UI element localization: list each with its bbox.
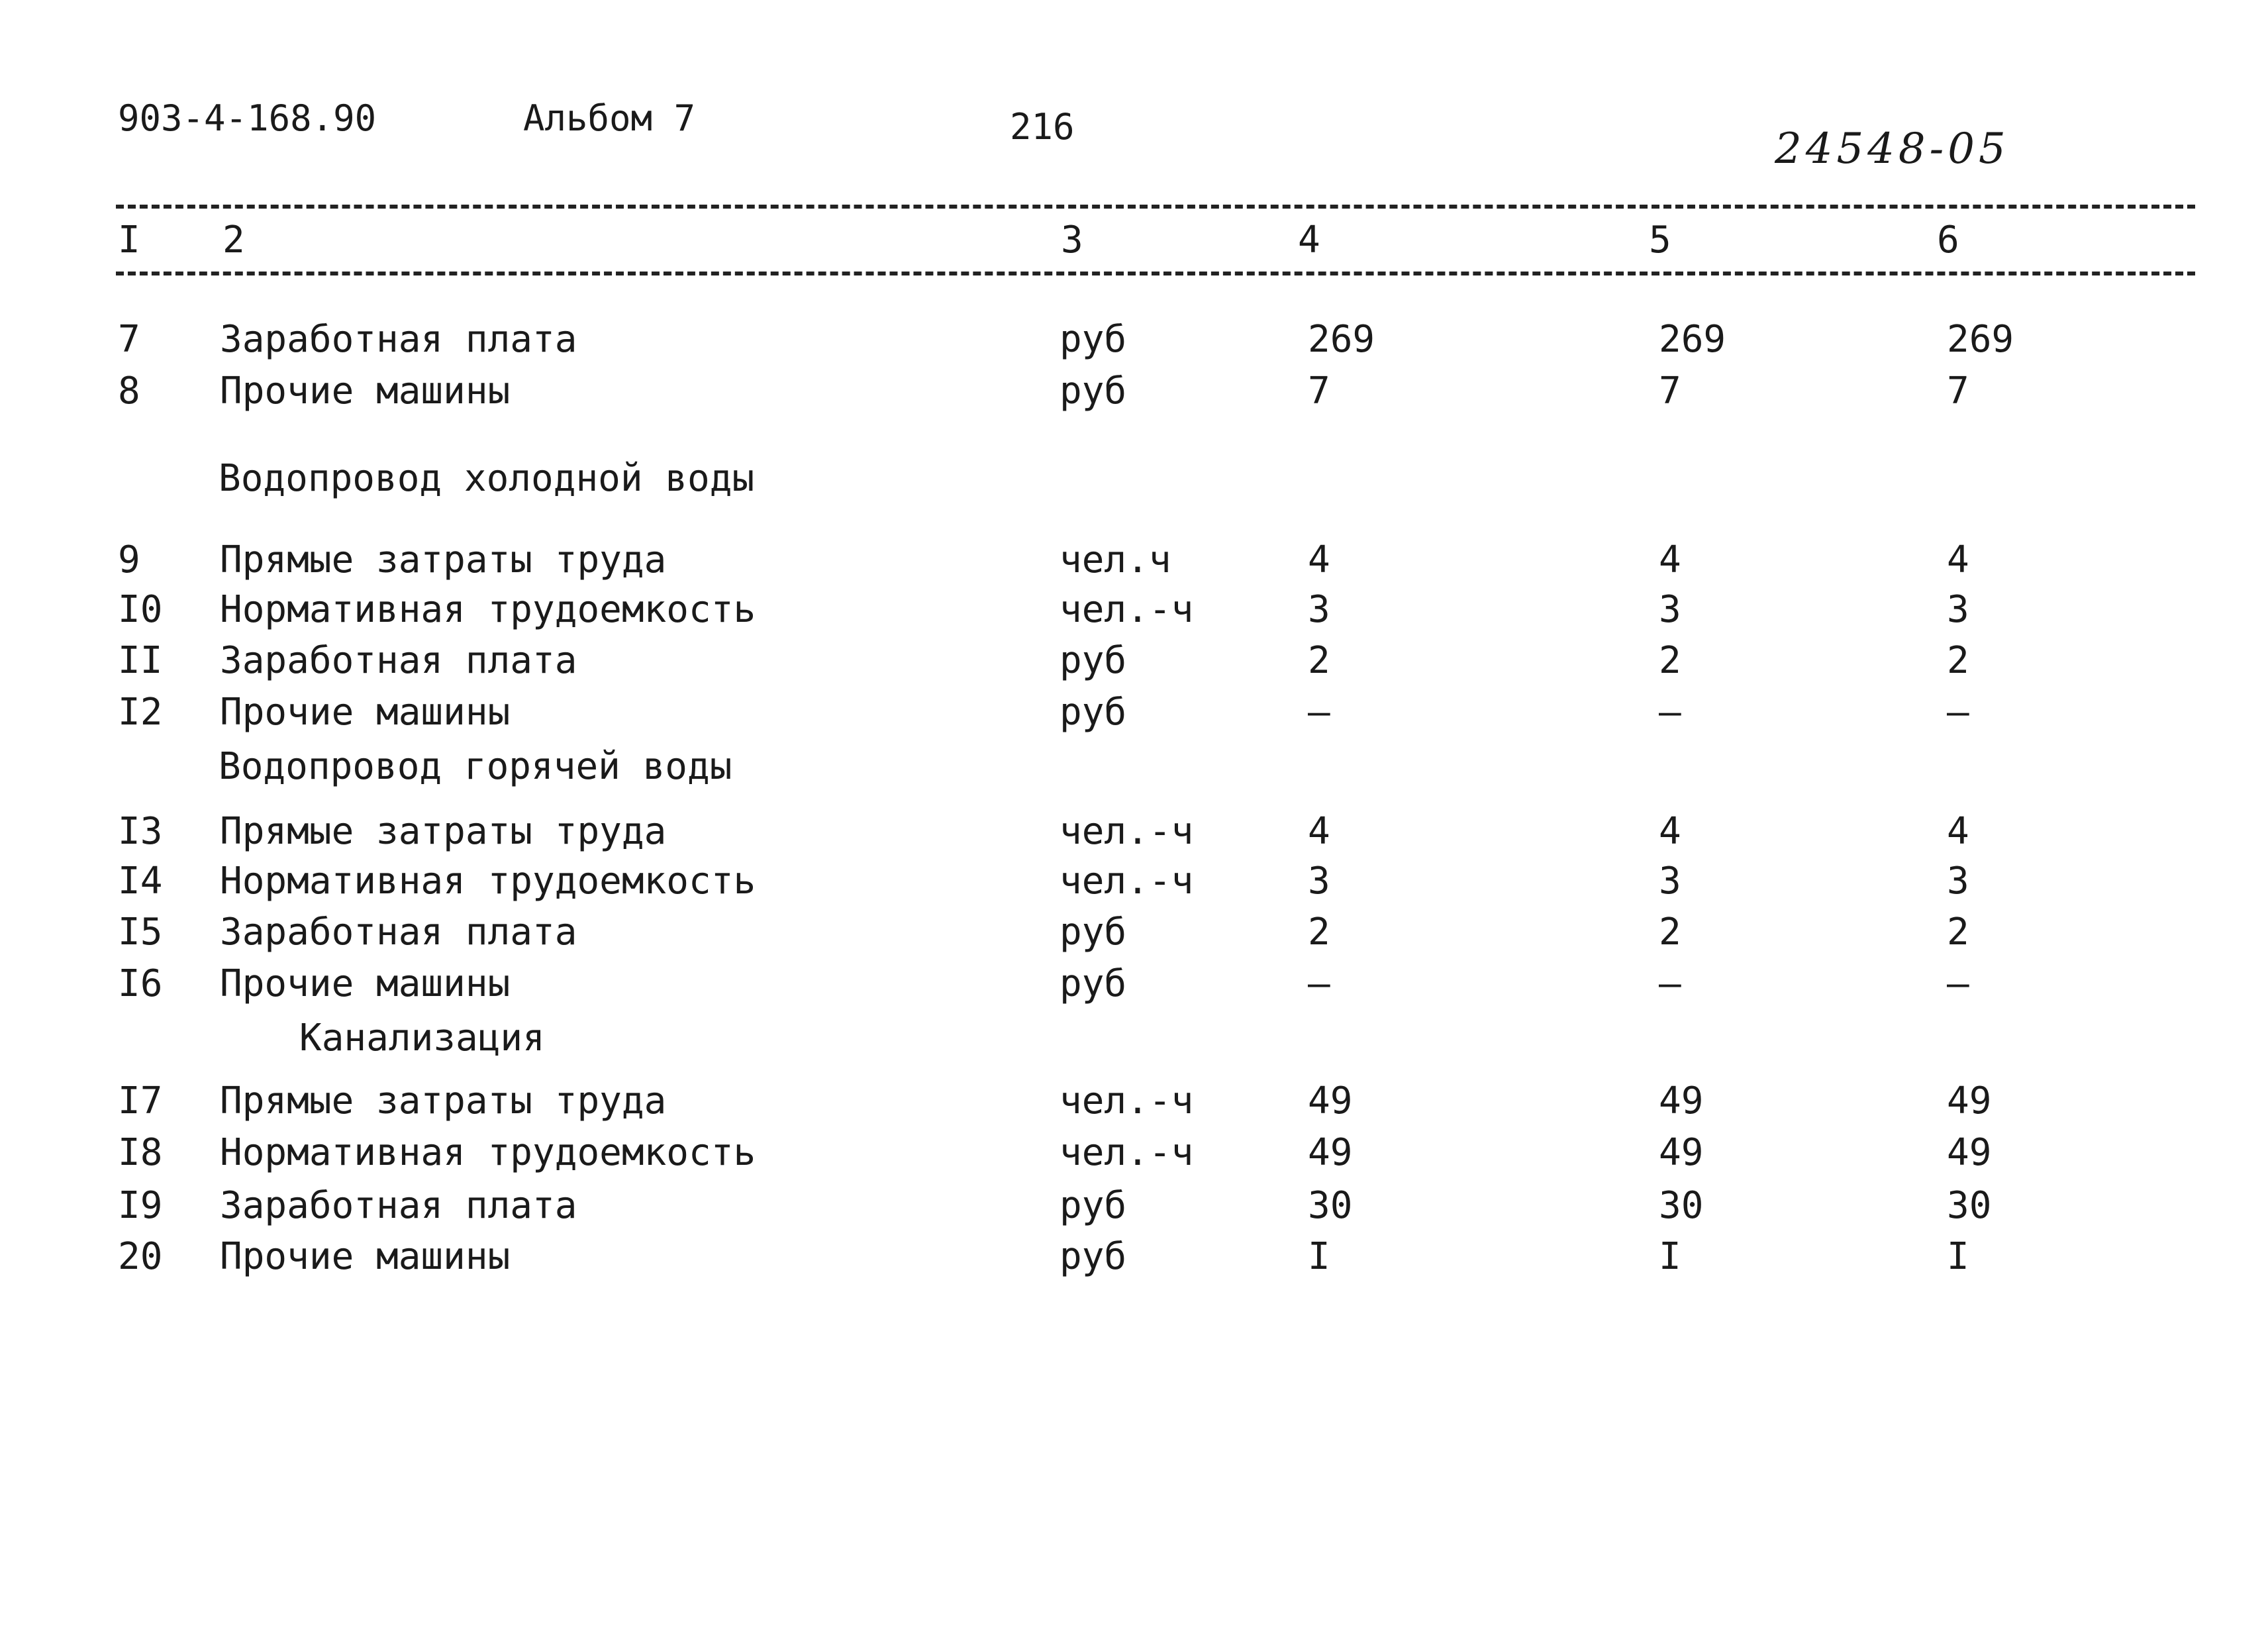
row-unit: руб xyxy=(1060,370,1127,413)
row-number: I5 xyxy=(118,911,163,954)
row-value-col4: 2 xyxy=(1308,911,1330,954)
column-header-6: 6 xyxy=(1937,219,1959,262)
row-unit: руб xyxy=(1060,911,1127,954)
row-number: I7 xyxy=(118,1079,163,1122)
row-value-col6: 2 xyxy=(1947,911,1969,954)
row-value-col6: 3 xyxy=(1947,588,1969,631)
row-value-col5: – xyxy=(1659,691,1681,734)
row-value-col5: 4 xyxy=(1659,538,1681,581)
row-value-col6: 49 xyxy=(1947,1131,1992,1174)
row-value-col6: 269 xyxy=(1947,318,2014,361)
row-number: I0 xyxy=(118,588,163,631)
row-unit: руб xyxy=(1060,691,1127,734)
row-name: Заработная плата xyxy=(220,1184,577,1227)
row-value-col4: I xyxy=(1308,1235,1330,1278)
row-value-col4: – xyxy=(1308,691,1330,734)
row-value-col5: 3 xyxy=(1659,588,1681,631)
row-name: Прочие машины xyxy=(220,1235,511,1278)
row-number: 7 xyxy=(118,318,140,361)
row-number: II xyxy=(118,639,163,682)
row-name: Заработная плата xyxy=(220,911,577,954)
row-unit: чел.-ч xyxy=(1060,860,1194,903)
row-value-col6: 4 xyxy=(1947,538,1969,581)
column-header-5: 5 xyxy=(1649,219,1671,262)
row-value-col5: 49 xyxy=(1659,1079,1704,1122)
row-value-col5: 4 xyxy=(1659,810,1681,853)
row-value-col4: – xyxy=(1308,962,1330,1005)
row-number: I8 xyxy=(118,1131,163,1174)
row-unit: руб xyxy=(1060,639,1127,682)
row-name: Прямые затраты труда xyxy=(220,810,667,853)
row-value-col6: 7 xyxy=(1947,370,1969,413)
row-name: Заработная плата xyxy=(220,318,577,361)
row-number: 20 xyxy=(118,1235,163,1278)
row-value-col6: – xyxy=(1947,962,1969,1005)
row-value-col4: 2 xyxy=(1308,639,1330,682)
document-code: 903-4-168.90 xyxy=(118,97,377,139)
row-value-col6: 30 xyxy=(1947,1184,1992,1227)
row-value-col4: 49 xyxy=(1308,1079,1353,1122)
row-unit: чел.-ч xyxy=(1060,810,1194,853)
row-unit: руб xyxy=(1060,1235,1127,1278)
row-number: I2 xyxy=(118,691,163,734)
row-unit: чел.ч xyxy=(1060,538,1171,581)
row-number: I6 xyxy=(118,962,163,1005)
row-number: 9 xyxy=(118,538,140,581)
row-value-col6: 2 xyxy=(1947,639,1969,682)
handwritten-stamp-number: 24548-05 xyxy=(1775,124,2010,174)
row-unit: руб xyxy=(1060,962,1127,1005)
row-value-col5: 7 xyxy=(1659,370,1681,413)
row-value-col6: 49 xyxy=(1947,1079,1992,1122)
row-name: Заработная плата xyxy=(220,639,577,682)
section-title-sewerage: Канализация xyxy=(299,1017,545,1060)
row-value-col4: 4 xyxy=(1308,810,1330,853)
row-value-col6: I xyxy=(1947,1235,1969,1278)
column-header-1: I xyxy=(118,219,140,262)
row-value-col5: 3 xyxy=(1659,860,1681,903)
column-header-3: 3 xyxy=(1061,219,1083,262)
row-value-col5: 2 xyxy=(1659,911,1681,954)
row-value-col5: – xyxy=(1659,962,1681,1005)
row-value-col4: 30 xyxy=(1308,1184,1353,1227)
row-value-col4: 3 xyxy=(1308,588,1330,631)
row-value-col5: 269 xyxy=(1659,318,1726,361)
page-number: 216 xyxy=(1010,106,1075,148)
row-name: Прочие машины xyxy=(220,370,511,413)
row-unit: чел.-ч xyxy=(1060,1079,1194,1122)
album-label: Альбом 7 xyxy=(523,97,696,139)
row-name: Прочие машины xyxy=(220,691,511,734)
row-unit: чел.-ч xyxy=(1060,1131,1194,1174)
row-name: Прочие машины xyxy=(220,962,511,1005)
row-value-col5: I xyxy=(1659,1235,1681,1278)
row-number: I4 xyxy=(118,860,163,903)
row-number: I9 xyxy=(118,1184,163,1227)
row-value-col6: – xyxy=(1947,691,1969,734)
row-name: Нормативная трудоемкость xyxy=(220,1131,756,1174)
row-unit: руб xyxy=(1060,318,1127,361)
row-name: Нормативная трудоемкость xyxy=(220,588,756,631)
row-value-col4: 269 xyxy=(1308,318,1375,361)
row-value-col4: 4 xyxy=(1308,538,1330,581)
row-name: Прямые затраты труда xyxy=(220,1079,667,1122)
row-name: Нормативная трудоемкость xyxy=(220,860,756,903)
row-value-col6: 3 xyxy=(1947,860,1969,903)
row-value-col4: 3 xyxy=(1308,860,1330,903)
row-number: I3 xyxy=(118,810,163,853)
column-header-4: 4 xyxy=(1298,219,1320,262)
row-number: 8 xyxy=(118,370,140,413)
header-dashed-rule xyxy=(116,272,2195,275)
row-name: Прямые затраты труда xyxy=(220,538,667,581)
row-unit: чел.-ч xyxy=(1060,588,1194,631)
row-value-col6: 4 xyxy=(1947,810,1969,853)
top-dashed-rule xyxy=(116,205,2195,209)
row-value-col5: 2 xyxy=(1659,639,1681,682)
row-value-col5: 30 xyxy=(1659,1184,1704,1227)
column-header-2: 2 xyxy=(222,219,245,262)
section-title-cold-water: Водопровод холодной воды xyxy=(219,457,755,500)
row-value-col5: 49 xyxy=(1659,1131,1704,1174)
row-value-col4: 49 xyxy=(1308,1131,1353,1174)
section-title-hot-water: Водопровод горячей воды xyxy=(219,745,732,788)
row-value-col4: 7 xyxy=(1308,370,1330,413)
row-unit: руб xyxy=(1060,1184,1127,1227)
